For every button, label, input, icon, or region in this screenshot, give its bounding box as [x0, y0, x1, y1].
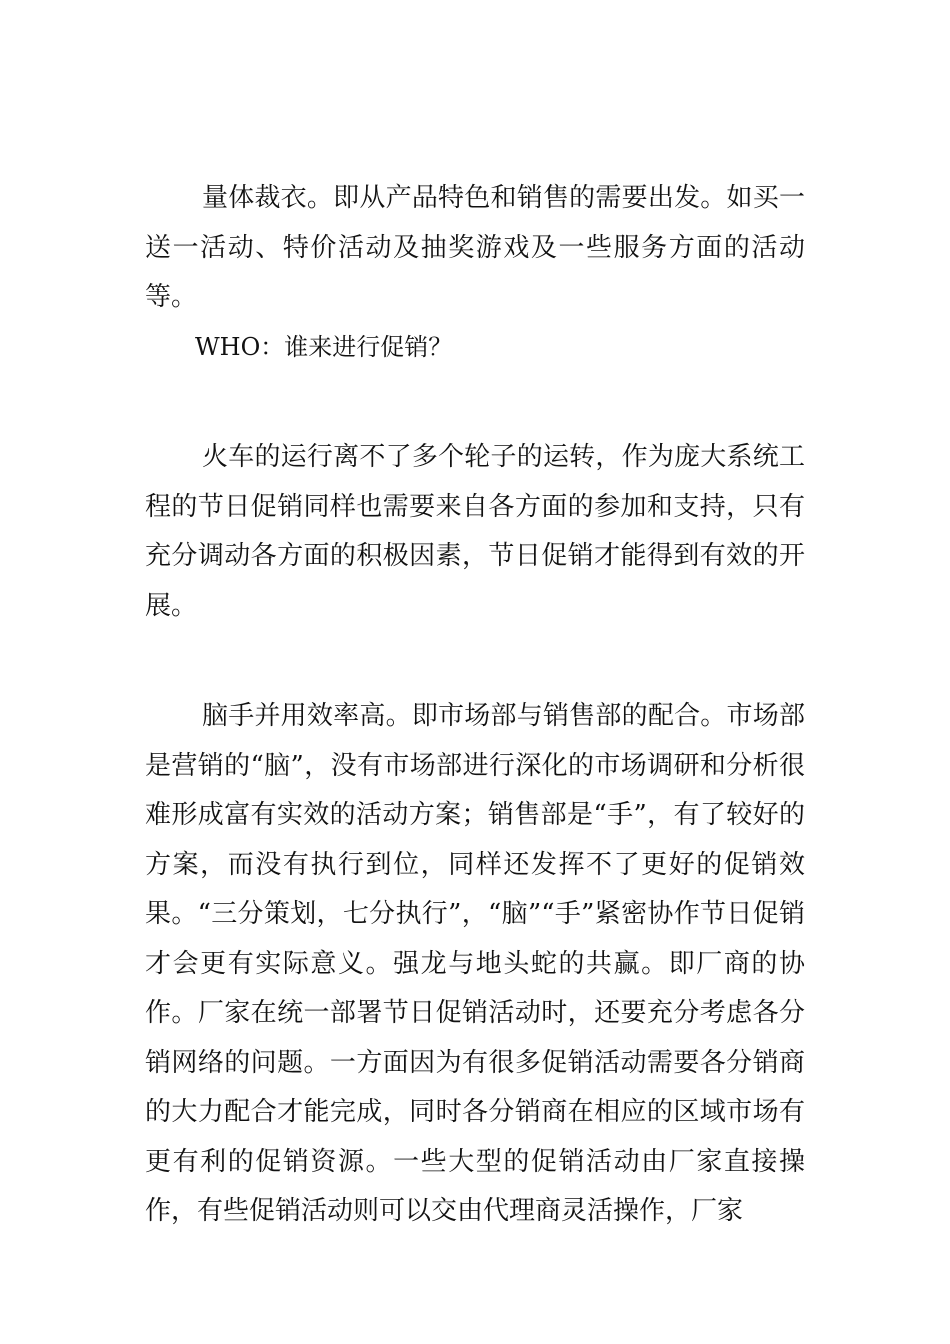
paragraph-tailoring: 量体裁衣。即从产品特色和销售的需要出发。如买一送一活动、特价活动及抽奖游戏及一些服务方面的活动等。	[145, 183, 805, 312]
document-body	[145, 174, 805, 1237]
paragraph-brain-hand: 脑手并用效率高。即市场部与销售部的配合。市场部是营销的“脑”，没有市场部进行深化的市场调研和分析很难形成富有实效的活动方案；销售部是“手”，有了较好的方案，而没有执行到位，同样还发挥不了更好的促销效果。“三分策划，七分执行”，“脑”“手”紧密协作节日促销才会更有实际意义。强龙与地头蛇的共赢。即厂商的协作。厂家在统一部署节日促销活动时，还要充分考虑各分销网络的问题。一方面因为有很多促销活动需要各分销商的大力配合才能完成，同时各分销商在相应的区域市场有更有利的促销资源。一些大型的促销活动由厂家直接操作，有些促销活动则可以交由代理商灵活操作，厂家	[145, 701, 805, 1226]
section-heading-who: WHO：谁来进行促销？	[195, 332, 453, 361]
paragraph-train-analogy: 火车的运行离不了多个轮子的运转，作为庞大系统工程的节日促销同样也需要来自各方面的参加和支持，只有充分调动各方面的积极因素，节日促销才能得到有效的开展。	[145, 442, 805, 621]
